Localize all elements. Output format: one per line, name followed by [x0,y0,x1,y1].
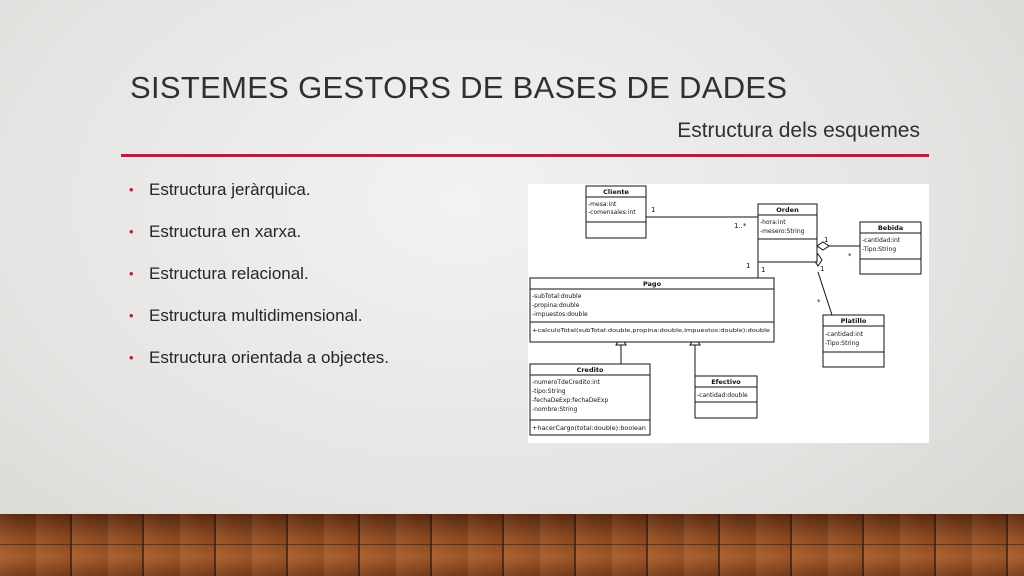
bullet-text: Estructura jeràrquica. [149,180,311,199]
class-name: Efectivo [711,378,741,386]
class-attr: -comensales:int [588,209,636,216]
class-attr: -cantidad:int [862,237,901,244]
bullet-text: Estructura en xarxa. [149,222,302,241]
class-box-cliente [586,186,646,238]
bullet-item [127,344,389,386]
slide-subtitle: Estructura dels esquemes [677,119,920,142]
multiplicity-label: * [848,252,852,260]
title-divider [121,154,929,157]
class-box-bebida [860,222,921,274]
class-attr: -mesa:int [588,201,617,208]
assoc-orden-platillo [818,272,832,315]
uml-class-diagram [528,184,929,443]
class-attr: -Tipo:String [825,340,860,347]
slide-title: SISTEMES GESTORS DE BASES DE DADES [130,70,788,105]
class-method: +hacerCargo(total:double):boolean [532,426,647,432]
bullet-dot-icon: • [129,182,134,197]
wood-floor-decoration [0,514,1024,576]
multiplicity-label: 1 [746,262,751,270]
class-attr: -subTotal:double [532,293,582,300]
bullet-dot-icon: • [129,266,134,281]
class-attr: -cantidad:double [697,392,748,399]
bullet-list [127,176,389,386]
class-box-credito [530,364,650,435]
class-name: Orden [776,206,799,214]
class-attr: -cantidad:int [825,331,864,338]
class-attr: -hora:int [760,219,786,226]
class-name: Pago [642,280,662,288]
bullet-dot-icon: • [129,308,134,323]
class-attr: -propina:double [532,302,580,309]
class-attr: -nombre:String [532,406,578,413]
bullet-text: Estructura orientada a objectes. [149,348,390,367]
class-attr: -numeroTdeCredito:int [532,379,601,386]
class-box-efectivo [695,376,757,418]
bullet-item [127,302,389,344]
multiplicity-label: 1 [824,236,829,244]
multiplicity-label: 1 [651,206,656,214]
bullet-text: Estructura multidimensional. [149,306,363,325]
class-box-pago [530,278,774,342]
multiplicity-label: 1 [820,265,825,273]
class-name: Cliente [603,188,629,196]
class-attr: -mesero:String [760,228,805,235]
class-method: +calculoTotal(subTotal:double,propina:double,impuestos:double):double [532,328,771,334]
bullet-item [127,260,389,302]
bullet-item [127,176,389,218]
class-name: Credito [576,366,604,374]
multiplicity-label: 1 [761,266,766,274]
class-box-platillo [823,315,884,367]
class-attr: -Tipo:String [862,246,897,253]
class-attr: -impuestos:double [532,311,588,318]
bullet-dot-icon: • [129,224,134,239]
bullet-text: Estructura relacional. [149,264,309,283]
uml-diagram-svg [528,184,929,443]
class-attr: -tipo:String [532,388,566,395]
multiplicity-label: 1..* [734,222,747,230]
class-name: Bebida [877,224,904,232]
class-box-orden [758,204,817,262]
class-name: Platillo [840,317,867,325]
multiplicity-label: * [817,298,821,306]
class-attr: -fechaDeExp:fechaDeExp [532,397,609,404]
bullet-item [127,218,389,260]
bullet-dot-icon: • [129,350,134,365]
